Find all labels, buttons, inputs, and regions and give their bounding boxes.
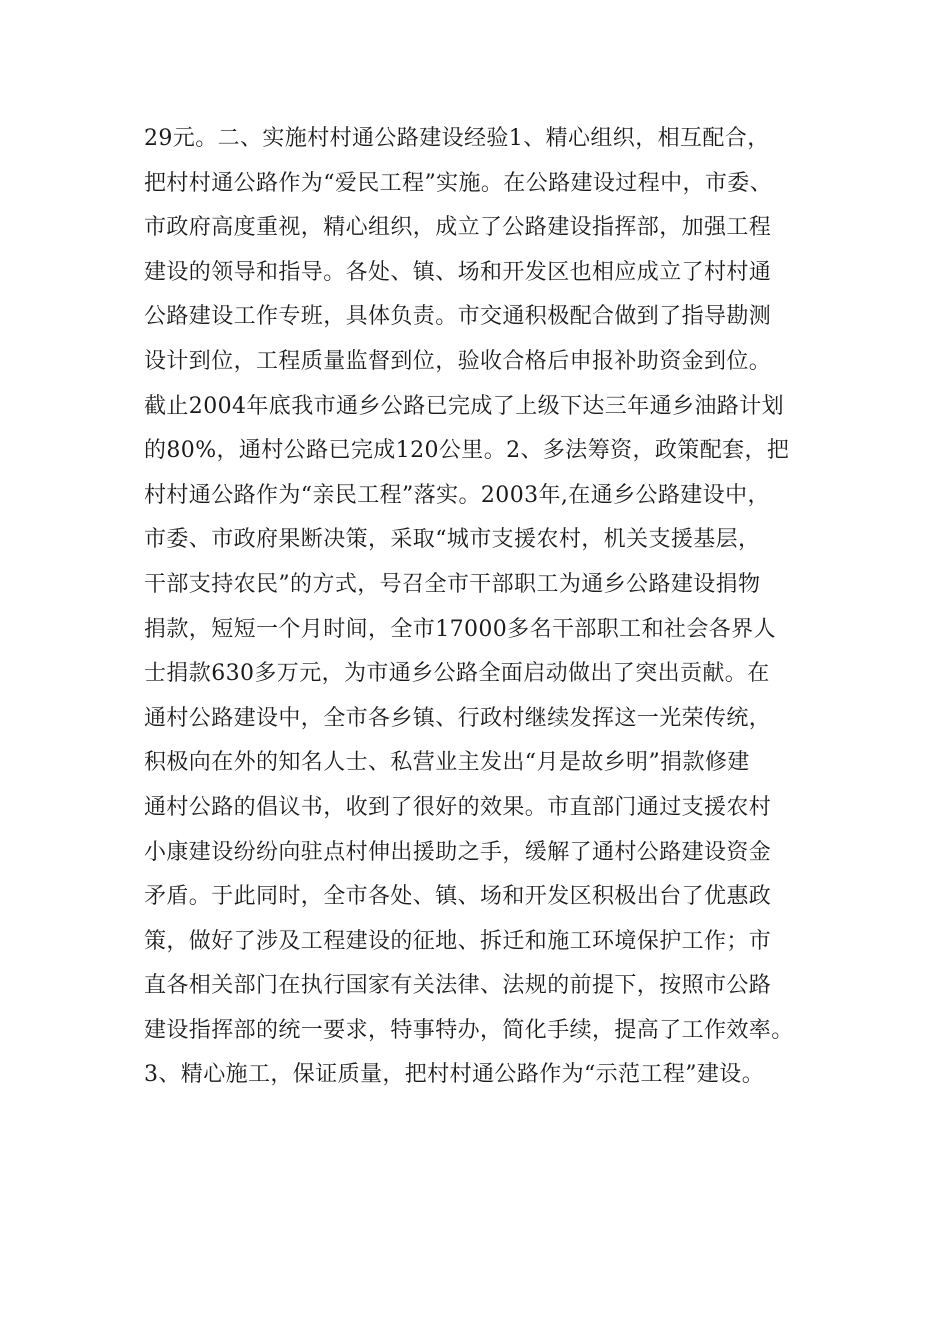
text-line: 积极向在外的知名人士、私营业主发出“月是故乡明”捐款修建: [144, 750, 750, 776]
text-line: 截止2004年底我市通乡公路已完成了上级下达三年通乡油路计划: [144, 393, 784, 419]
text-line: 通村公路的倡议书，收到了很好的效果。市直部门通过支援农村: [144, 794, 772, 820]
text-line: 矛盾。于此同时，全市各处、镇、场和开发区积极出台了优惠政: [144, 884, 772, 910]
text-line: 策，做好了涉及工程建设的征地、拆迁和施工环境保护工作；市: [144, 928, 772, 954]
text-line: 小康建设纷纷向驻点村伸出援助之手，缓解了通村公路建设资金: [144, 839, 772, 865]
text-line: 建设指挥部的统一要求，特事特办，简化手续，提高了工作效率。: [144, 1017, 794, 1043]
text-line: 市政府高度重视，精心组织，成立了公路建设指挥部，加强工程: [144, 215, 772, 241]
text-line: 市委、市政府果断决策，采取“城市支援农村，机关支援基层，: [144, 527, 761, 553]
text-line: 的80%，通村公路已完成120公里。2、多法筹资，政策配套，把: [144, 438, 790, 464]
text-line: 公路建设工作专班，具体负责。市交通积极配合做到了指导勘测: [144, 304, 772, 330]
text-line: 直各相关部门在执行国家有关法律、法规的前提下，按照市公路: [144, 973, 772, 999]
text-line: 捐款，短短一个月时间，全市17000多名干部职工和社会各界人: [144, 616, 776, 642]
text-line: 建设的领导和指导。各处、镇、场和开发区也相应成立了村村通: [144, 259, 772, 285]
text-line: 设计到位，工程质量监督到位，验收合格后申报补助资金到位。: [144, 348, 772, 374]
body-text: [144, 117, 824, 1098]
text-line: 士捐款630多万元，为市通乡公路全面启动做出了突出贡献。在: [144, 661, 770, 687]
text-line: 29元。二、实施村村通公路建设经验1、精心组织，相互配合，: [144, 126, 770, 151]
text-line: 把村村通公路作为“爱民工程”实施。在公路建设过程中，市委、: [144, 170, 773, 196]
text-line: 3、精心施工，保证质量，把村村通公路作为“示范工程”建设。: [144, 1062, 765, 1088]
text-line: 村村通公路作为“亲民工程”落实。2003年,在通乡公路建设中，: [144, 482, 770, 508]
text-line: 通村公路建设中，全市各乡镇、行政村继续发挥这一光荣传统，: [144, 705, 772, 731]
text-line: 干部支持农民”的方式，号召全市干部职工为通乡公路建设捐物: [144, 571, 761, 597]
